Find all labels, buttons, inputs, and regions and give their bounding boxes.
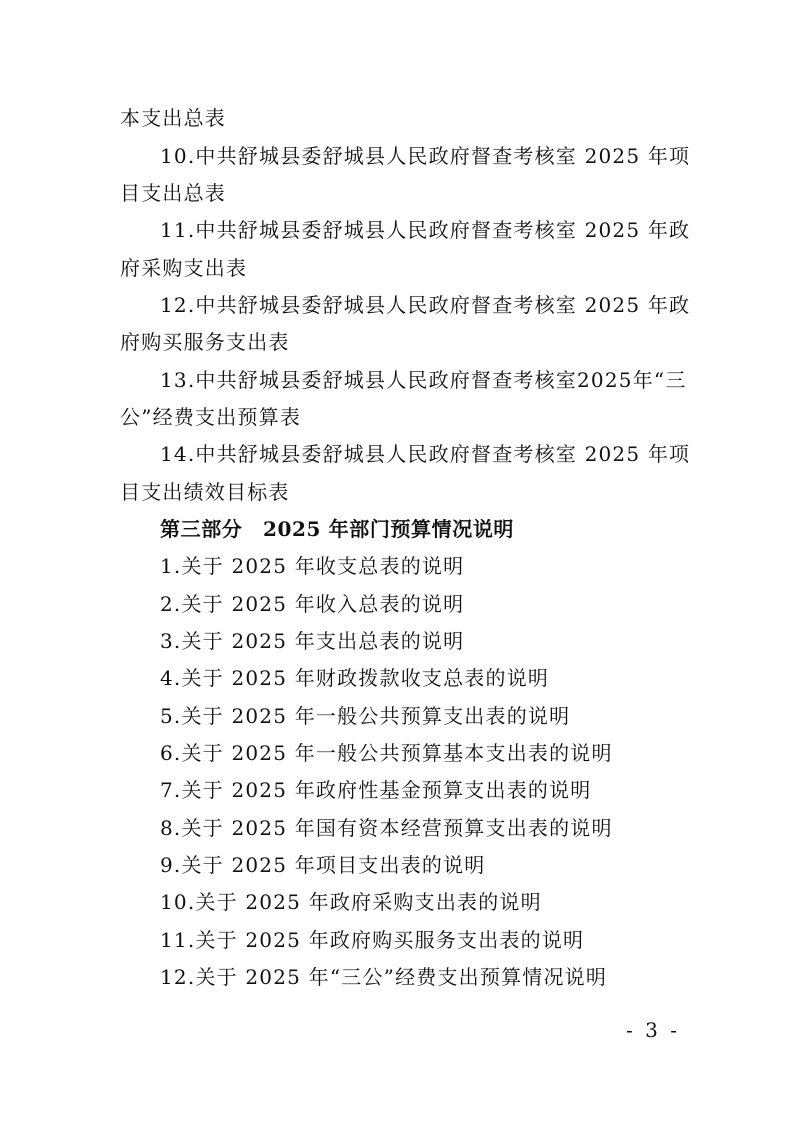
toc-item-12-line-1: 12.中共舒城县委舒城县人民政府督查考核室 2025 年政 <box>160 293 691 317</box>
toc-item-13-line-1: 13.中共舒城县委舒城县人民政府督查考核室2025年“三 <box>160 368 687 392</box>
part3-item-11: 11.关于 2025 年政府购买服务支出表的说明 <box>160 928 585 952</box>
toc-item-11-line-1: 11.中共舒城县委舒城县人民政府督查考核室 2025 年政 <box>160 218 691 242</box>
part3-item-5: 5.关于 2025 年一般公共预算支出表的说明 <box>160 704 571 728</box>
continuation-line: 本支出总表 <box>120 106 226 130</box>
part3-heading: 第三部分 2025 年部门预算情况说明 <box>160 517 515 541</box>
toc-item-13-line-2: 公”经费支出预算表 <box>120 405 302 429</box>
toc-item-12-line-2: 府购买服务支出表 <box>120 330 290 354</box>
part3-item-3: 3.关于 2025 年支出总表的说明 <box>160 629 465 653</box>
part3-item-12: 12.关于 2025 年“三公”经费支出预算情况说明 <box>160 965 608 989</box>
part3-item-10: 10.关于 2025 年政府采购支出表的说明 <box>160 890 542 914</box>
part3-item-1: 1.关于 2025 年收支总表的说明 <box>160 554 465 578</box>
part3-item-4: 4.关于 2025 年财政拨款收支总表的说明 <box>160 666 550 690</box>
toc-item-14-line-1: 14.中共舒城县委舒城县人民政府督查考核室 2025 年项 <box>160 442 691 466</box>
toc-item-14-line-2: 目支出绩效目标表 <box>120 480 290 504</box>
part3-item-6: 6.关于 2025 年一般公共预算基本支出表的说明 <box>160 741 613 765</box>
toc-item-10-line-1: 10.中共舒城县委舒城县人民政府督查考核室 2025 年项 <box>160 144 691 168</box>
part3-item-2: 2.关于 2025 年收入总表的说明 <box>160 592 465 616</box>
part3-item-9: 9.关于 2025 年项目支出表的说明 <box>160 853 486 877</box>
toc-item-11-line-2: 府采购支出表 <box>120 256 248 280</box>
part3-item-7: 7.关于 2025 年政府性基金预算支出表的说明 <box>160 778 592 802</box>
page-number: - 3 - <box>626 1018 680 1042</box>
part3-item-8: 8.关于 2025 年国有资本经营预算支出表的说明 <box>160 816 613 840</box>
toc-item-10-line-2: 目支出总表 <box>120 181 226 205</box>
